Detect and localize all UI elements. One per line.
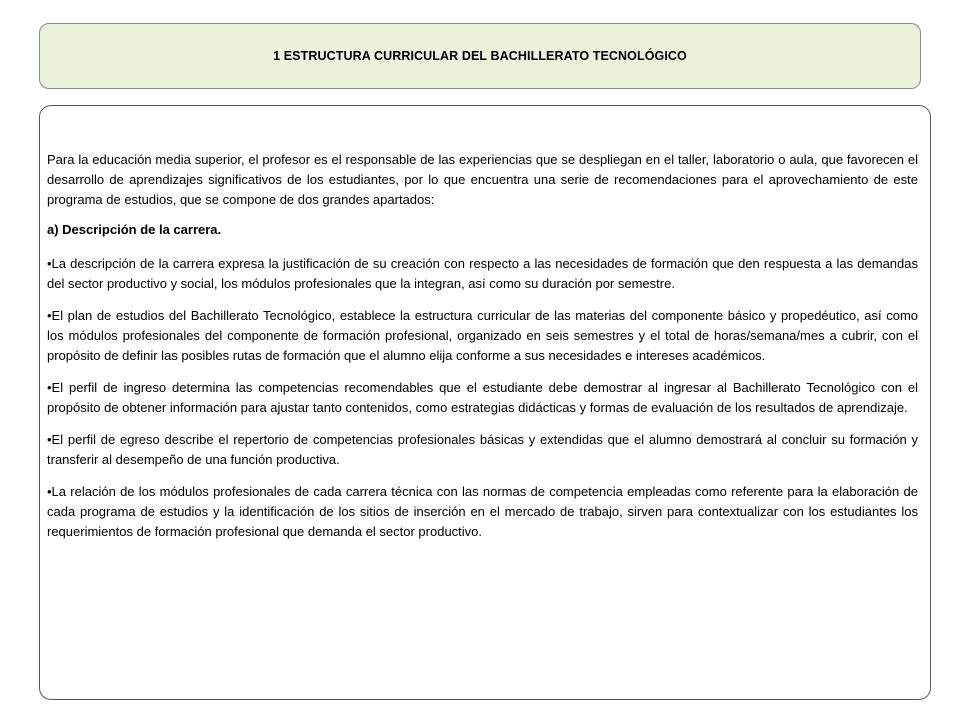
content-panel [39, 105, 931, 700]
bullet-item: •La descripción de la carrera expresa la justificación de su creación con respecto a las necesidades de formación que den respuesta a las demandas del sector productivo y social, los módulos profesionales que la integran, así como su duración por semestre. [47, 256, 918, 291]
page-title: 1 ESTRUCTURA CURRICULAR DEL BACHILLERATO TECNOLÓGICO [273, 49, 687, 63]
bullet-item: •La relación de los módulos profesionales de cada carrera técnica con las normas de competencia empleadas como referente para la elaboración de cada programa de estudios y la identificación de los sitios de inserción en el mercado de trabajo, sirven para contextualizar con los estudiantes los requerimientos de formación profesional que demanda el sector productivo. [47, 484, 918, 539]
intro-paragraph: Para la educación media superior, el profesor es el responsable de las experiencias que se despliegan en el taller, laboratorio o aula, que favorecen el desarrollo de aprendizajes significativos de los estudiantes, por lo que encuentra una serie de recomendaciones para el aprovechamiento de este programa de estudios, que se compone de dos grandes apartados: [47, 152, 918, 207]
title-banner [39, 23, 921, 89]
bullet-item: •El perfil de egreso describe el repertorio de competencias profesionales básicas y extendidas que el alumno demostrará al concluir su formación y transferir al desempeño de una función productiva. [47, 432, 918, 467]
bullet-item: •El perfil de ingreso determina las competencias recomendables que el estudiante debe demostrar al ingresar al Bachillerato Tecnológico con el propósito de obtener información para ajustar tanto contenidos, como estrategias didácticas y formas de evaluación de los resultados de aprendizaje. [47, 380, 918, 415]
bullet-item: •El plan de estudios del Bachillerato Tecnológico, establece la estructura curricular de las materias del componente básico y propedéutico, así como los módulos profesionales del componente de formación profesional, organizado en seis semestres y el total de horas/semana/mes a cubrir, con el propósito de definir las posibles rutas de formación que el alumno elija conforme a sus necesidades e intereses académicos. [47, 308, 918, 363]
section-heading: a) Descripción de la carrera. [47, 222, 222, 237]
